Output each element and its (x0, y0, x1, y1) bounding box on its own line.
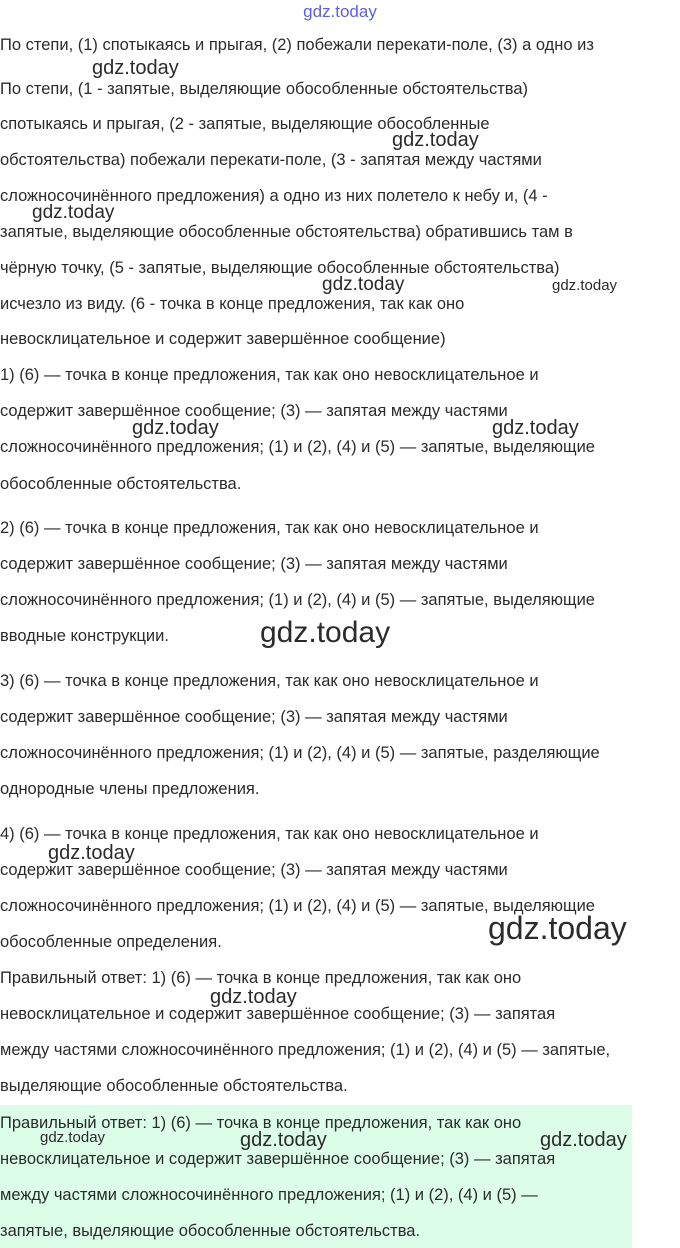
text-line: обособленные определения. (0, 933, 222, 951)
text-line: обособленные обстоятельства. (0, 475, 242, 493)
text-line: По степи, (1) спотыкаясь и прыгая, (2) побежали перекати-поле, (3) а одно из (0, 36, 594, 54)
text-line: вводные конструкции. (0, 627, 169, 645)
watermark: gdz.today (210, 986, 297, 1008)
watermark: gdz.today (132, 417, 219, 439)
text-line: 2) (6) — точка в конце предложения, так как оно невосклицательное и (0, 519, 539, 537)
text-line: По степи, (1 - запятые, выделяющие обособленные обстоятельства) (0, 80, 529, 98)
watermark: gdz.today (322, 274, 405, 295)
text-line: сложносочинённого предложения; (1) и (2), (4) и (5) — запятые, выделяющие (0, 897, 595, 915)
text-line: невосклицательное и содержит завершённое сообщение; (3) — запятая (0, 1150, 556, 1168)
text-line: выделяющие обособленные обстоятельства. (0, 1077, 348, 1095)
watermark: gdz.today (92, 57, 179, 79)
text-line: содержит завершённое сообщение; (3) — запятая между частями (0, 861, 508, 879)
text-line: между частями сложносочинённого предложения; (1) и (2), (4) и (5) — (0, 1186, 538, 1204)
text-line: между частями сложносочинённого предложения; (1) и (2), (4) и (5) — запятые, (0, 1041, 611, 1059)
text-line: спотыкаясь и прыгая, (2 - запятые, выделяющие обособленные (0, 115, 490, 133)
text-line: невосклицательное и содержит завершённое сообщение) (0, 330, 446, 348)
watermark: gdz.today (540, 1129, 627, 1151)
text-line: сложносочинённого предложения) а одно из них полетело к небу и, (4 - (0, 187, 548, 205)
text-line: чёрную точку, (5 - запятые, выделяющие обособленные обстоятельства) (0, 259, 560, 277)
text-line: Правильный ответ: 1) (6) — точка в конце предложения, так как оно (0, 969, 522, 987)
text-line: обстоятельства) побежали перекати-поле, (3 - запятая между частями (0, 151, 542, 169)
text-line: 4) (6) — точка в конце предложения, так как оно невосклицательное и (0, 825, 539, 843)
text-line: сложносочинённого предложения; (1) и (2), (4) и (5) — запятые, выделяющие (0, 591, 595, 609)
text-line: невосклицательное и содержит завершённое сообщение; (3) — запятая (0, 1005, 556, 1023)
text-line: однородные члены предложения. (0, 780, 260, 798)
watermark: gdz.today (392, 129, 479, 151)
text-line: сложносочинённого предложения; (1) и (2), (4) и (5) — запятые, разделяющие (0, 744, 600, 762)
watermark: gdz.today (240, 1129, 327, 1151)
watermark: gdz.today (32, 202, 115, 223)
text-line: исчезло из виду. (6 - точка в конце предложения, так как оно (0, 295, 465, 313)
watermark: gdz.today (260, 616, 391, 649)
watermark: gdz.today (488, 910, 627, 946)
text-line: содержит завершённое сообщение; (3) — запятая между частями (0, 708, 508, 726)
watermark: gdz.today (40, 1129, 106, 1146)
text-line: 3) (6) — точка в конце предложения, так как оно невосклицательное и (0, 672, 539, 690)
watermark: gdz.today (48, 842, 135, 864)
text-line: Правильный ответ: 1) (6) — точка в конце предложения, так как оно (0, 1114, 522, 1132)
text-line: содержит завершённое сообщение; (3) — запятая между частями (0, 555, 508, 573)
top-watermark: gdz.today (303, 2, 377, 21)
text-line: содержит завершённое сообщение; (3) — запятая между частями (0, 402, 508, 420)
text-line: запятые, выделяющие обособленные обстоятельства) обратившись там в (0, 223, 573, 241)
watermark: gdz.today (492, 417, 579, 439)
text-line: 1) (6) — точка в конце предложения, так как оно невосклицательное и (0, 366, 539, 384)
watermark: gdz.today (552, 277, 618, 294)
text-line: запятые, выделяющие обособленные обстоятельства. (0, 1222, 421, 1240)
text-line: сложносочинённого предложения; (1) и (2), (4) и (5) — запятые, выделяющие (0, 438, 595, 456)
